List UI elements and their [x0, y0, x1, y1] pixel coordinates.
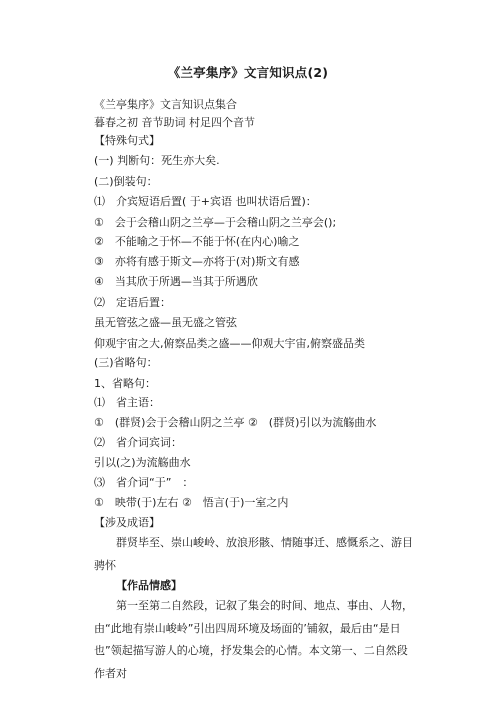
idioms-paragraph: 群贤毕至、崇山峻岭、放浪形骸、情随事迁、感慨系之、游目骋怀 [94, 536, 413, 572]
doc-line-example-3: ③ 亦将有感于斯文—亦将于(对)斯文有感 [94, 255, 300, 268]
doc-line-omit-subject: ⑴ 省主语： [94, 396, 160, 409]
doc-line-example-6: 仰观宇宙之大,俯察品类之盛——仰观大宇宙,俯察盛品类 [94, 337, 365, 350]
doc-line-omit-yu: ⑶ 省介词“于” ： [94, 476, 194, 489]
doc-line-ellipsis: (三)省略句： [94, 356, 158, 369]
doc-line-note: 暮春之初 音节助词 村足四个音节 [94, 116, 255, 129]
doc-line-ellipsis-1: 1、省略句： [94, 377, 156, 390]
doc-line-subtitle: 《兰亭集序》文言知识点集合 [94, 98, 237, 111]
doc-line-judgment: (一) 判断句：死生亦大矣. [94, 154, 220, 167]
doc-line-example-8: 引以(之)为流觞曲水 [94, 456, 191, 469]
section-heading-idioms: 【涉及成语】 [94, 516, 160, 529]
doc-line-inversion: (二)倒装句： [94, 175, 158, 188]
doc-line-omit-object: ⑵ 省介词宾词： [94, 436, 182, 449]
doc-line-example-7: ① (群贤)会于会稽山阴之兰亭 ② (群贤)引以为流觞曲水 [94, 416, 377, 429]
section-heading-emotion: 【作品情感】 [116, 579, 182, 592]
emotion-paragraph: 第一至第二自然段，记叙了集会的时间、地点、事由、人物，由“此地有崇山峻岭”引出四周环境及场面的’铺叙，最后由“是日也”领起描写游人的心境，抒发集会的心情。本文第一、二自然段作者对 [94, 599, 413, 680]
doc-line-example-2: ② 不能喻之于怀—不能于怀(在内心)喻之 [94, 235, 300, 248]
page-title: 《兰亭集序》文言知识点(2) [167, 65, 329, 80]
section-heading-special: 【特殊句式】 [94, 134, 160, 147]
doc-line-attr-postpose: ⑵ 定语后置： [94, 296, 171, 309]
doc-line-example-4: ④ 当其欣于所遇—当其于所遇欣 [94, 275, 258, 288]
doc-line-example-9: ① 映带(于)左右 ② 悟言(于)一室之内 [94, 496, 289, 509]
doc-line-prep-postpose: ⑴ 介宾短语后置( 于+宾语 也叫状语后置)： [94, 195, 317, 208]
doc-line-example-5: 虽无管弦之盛—虽无盛之管弦 [94, 316, 237, 329]
doc-line-example-1: ① 会于会稽山阴之兰亭—于会稽山阴之兰亭会(); [94, 216, 337, 229]
